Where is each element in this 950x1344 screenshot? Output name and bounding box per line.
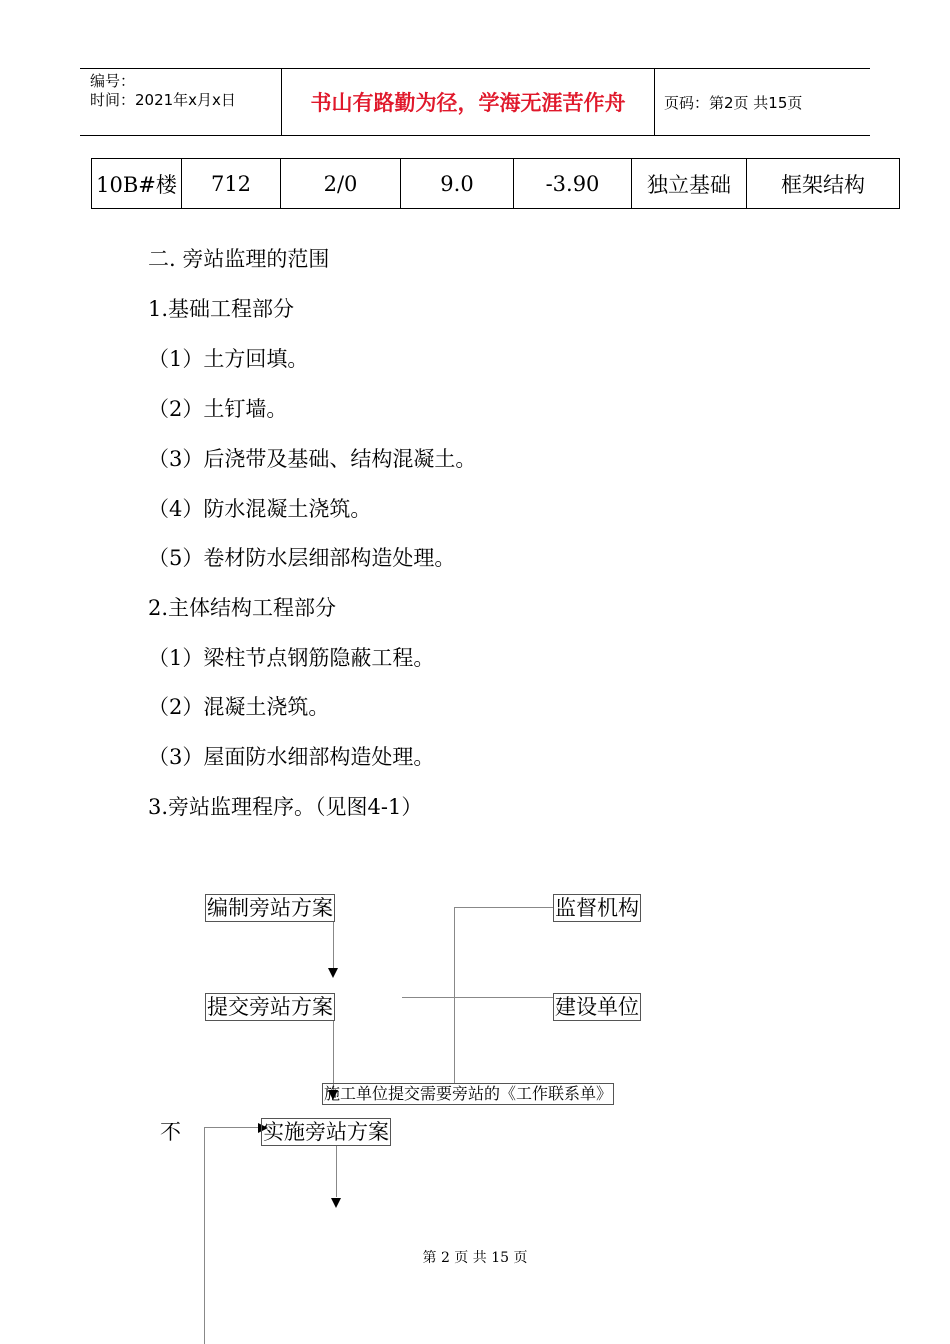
arrow-down-icon — [328, 968, 338, 978]
flow-box-supervision-agency: 监督机构 — [555, 896, 639, 920]
flow-box-implement-plan: 实施旁站方案 — [263, 1120, 389, 1144]
table-cell-structure: 框架结构 — [747, 159, 900, 209]
table-cell-height: 9.0 — [401, 159, 514, 209]
section-title: 二. 旁站监理的范围 — [148, 247, 330, 271]
table-cell-foundation: 独立基础 — [632, 159, 747, 209]
table-cell-building: 10B#楼 — [92, 159, 182, 209]
connector-submit-to-contact — [333, 1020, 334, 1090]
flow-box-prepare-plan: 编制旁站方案 — [207, 896, 333, 920]
table-cell-floors: 2/0 — [281, 159, 401, 209]
flow-box-owner: 建设单位 — [555, 995, 639, 1019]
connector-supervision-horizontal — [454, 907, 554, 908]
flow-box-contact-form: 施工单位提交需要旁站的《工作联系单》 — [324, 1084, 613, 1103]
part1-item: （1）土方回填。 — [148, 347, 309, 371]
table-cell-area: 712 — [182, 159, 281, 209]
header-page-info: 页码：第2页 共15页 — [664, 94, 803, 112]
header-motto: 书山有路勤为径，学海无涯苦作舟 — [310, 91, 626, 115]
part1-item: （2）土钉墙。 — [148, 397, 288, 421]
header-time-label: 时间：2021年x月x日 — [90, 91, 236, 109]
connector-owner-horizontal — [402, 997, 554, 998]
part2-item: （3）屋面防水细部构造处理。 — [148, 745, 435, 769]
part2-item: （2）混凝土浇筑。 — [148, 695, 330, 719]
part1-item: （4）防水混凝土浇筑。 — [148, 497, 372, 521]
building-table — [91, 158, 900, 209]
header-divider-right — [654, 68, 655, 136]
flow-box-submit-plan: 提交旁站方案 — [207, 995, 333, 1019]
connector-implement-down — [336, 1145, 337, 1197]
connector-loop-vertical — [204, 1127, 205, 1344]
connector-prepare-to-submit — [333, 921, 334, 971]
part1-item: （5）卷材防水层细部构造处理。 — [148, 546, 456, 570]
page-footer: 第 2 页 共 15 页 — [422, 1250, 528, 1266]
part1-item: （3）后浇带及基础、结构混凝土。 — [148, 447, 477, 471]
table-cell-elevation: -3.90 — [514, 159, 632, 209]
arrow-down-icon — [331, 1198, 341, 1208]
flow-label-no: 不 — [160, 1120, 181, 1144]
header-number-label: 编号： — [90, 72, 136, 90]
part2-item: （1）梁柱节点钢筋隐蔽工程。 — [148, 646, 435, 670]
table-row — [92, 159, 900, 209]
part1-title: 1.基础工程部分 — [148, 297, 295, 321]
part3-title: 3.旁站监理程序。（见图4-1） — [148, 795, 423, 819]
connector-loop-horizontal — [204, 1127, 260, 1128]
connector-supervision-vertical — [454, 907, 455, 1083]
part2-title: 2.主体结构工程部分 — [148, 596, 337, 620]
